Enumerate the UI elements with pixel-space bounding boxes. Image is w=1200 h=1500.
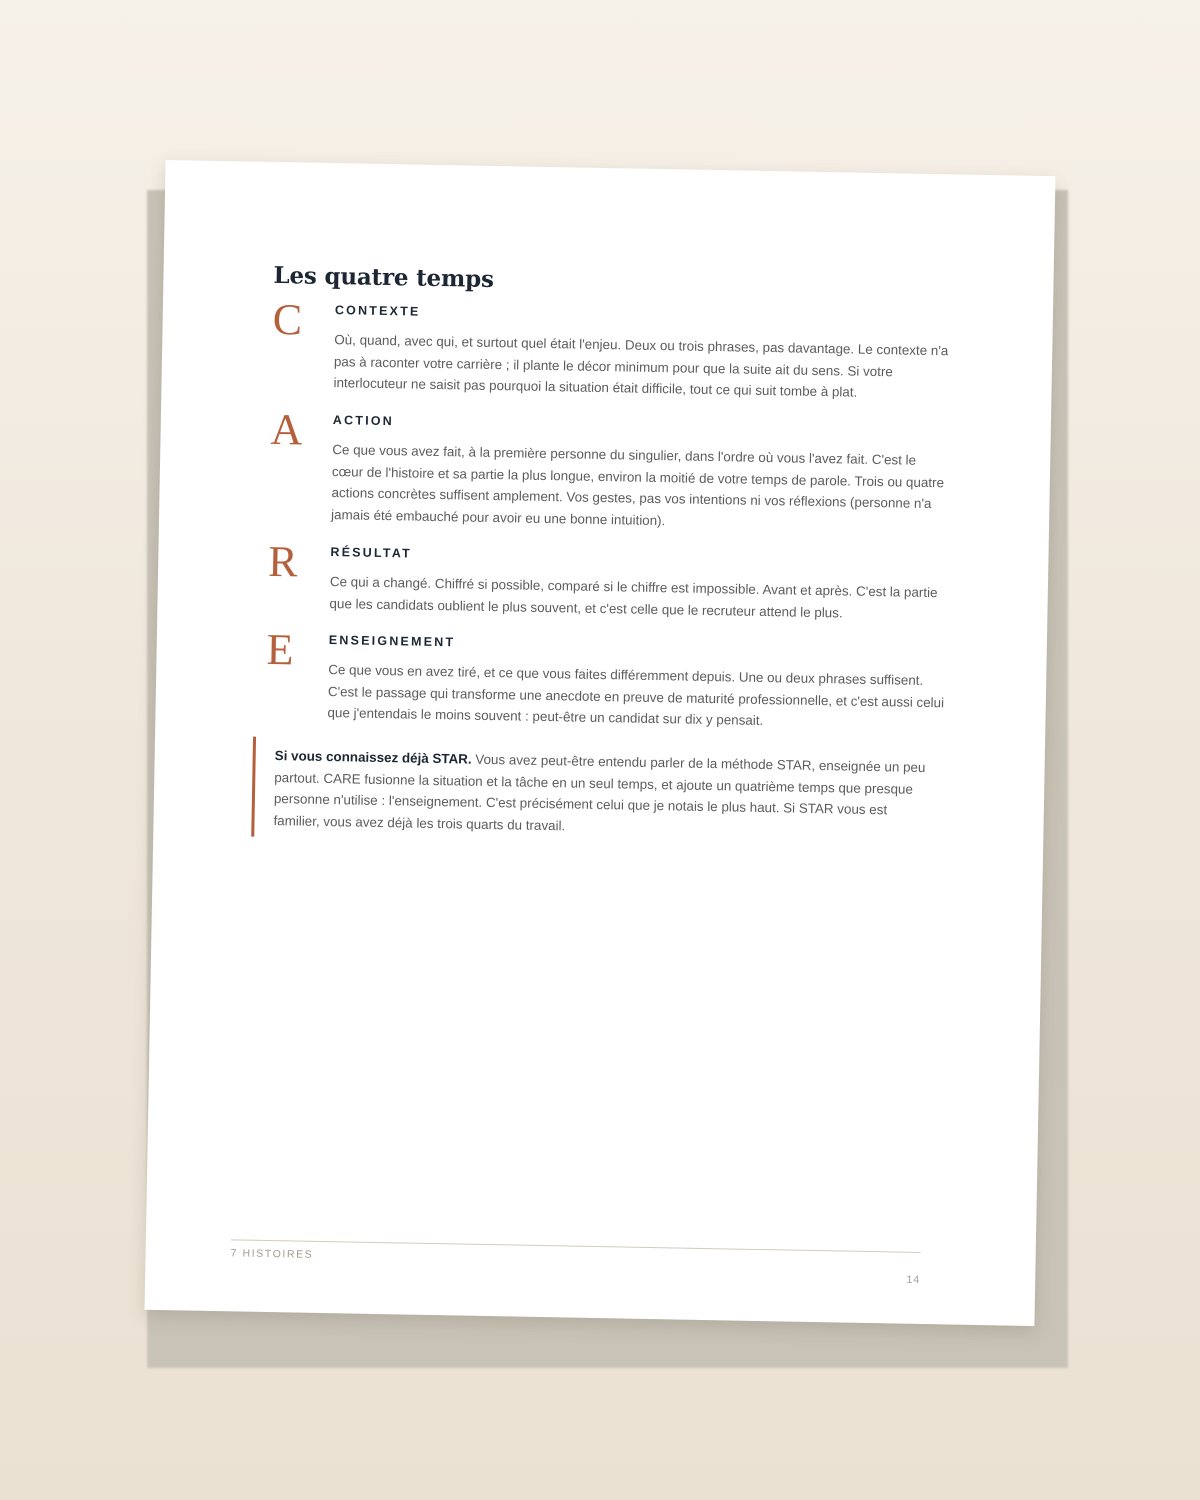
section-heading: RÉSULTAT bbox=[330, 545, 413, 561]
section-body: Ce qui a changé. Chiffré si possible, comparé si le chiffre est impossible. Avant et après. C'est la partie que les candidats oublient le plus souvent, et c'est celle que le recruteur attend le plus. bbox=[329, 574, 938, 620]
section-enseignement bbox=[266, 624, 947, 728]
section-content bbox=[327, 633, 947, 735]
section-resultat bbox=[267, 536, 949, 620]
section-letter-a: A bbox=[270, 404, 303, 455]
section-letter-r: R bbox=[267, 536, 299, 587]
section-heading: ACTION bbox=[332, 413, 395, 429]
section-body: Ce que vous avez fait, à la première personne du singulier, dans l'ordre où vous l'avez fait. C'est le cœur de l'histoire et sa partie la plus longue, environ la moitié de votre temps de parole. Trois ou quatre actions concrètes suffisent amplement. Vos gestes, pas vos intentions ni vos réflexions (personne n'a jamais été embauché pour avoir eu une bonne intuition). bbox=[331, 442, 945, 528]
footer-page-number: 14 bbox=[906, 1273, 921, 1286]
page-title: Les quatre temps bbox=[273, 261, 495, 293]
section-letter-e: E bbox=[266, 624, 294, 675]
section-body: Où, quand, avec qui, et surtout quel était l'enjeu. Deux ou trois phrases, pas davantage. Le contexte n'a pas à raconter votre carrière ; il plante le décor minimum pour que la suite ait du sens. Si votre interlocuteur ne saisit pas pourquoi la situation était difficile, tout ce qui suit tombe à plat. bbox=[333, 332, 949, 400]
section-content bbox=[333, 303, 953, 405]
section-heading: CONTEXTE bbox=[334, 303, 421, 319]
section-contexte bbox=[272, 294, 953, 400]
section-content bbox=[329, 545, 948, 625]
section-body: Ce que vous en avez tiré, et ce que vous faites différemment depuis. Une ou deux phrases suffisent. C'est le passage qui transforme une anecdote en preuve de maturité professionnelle, et c'est aussi celui que j'entendais le moins souvent : peut-être un candidat sur dix y pensait. bbox=[327, 662, 945, 728]
callout-text: Vous avez peut-être entendu parler de la méthode STAR, enseignée un peu partout. CARE fusionne la situation et la tâche en un seul temps, et ajoute un quatrième temps que presque personne n'utilise : l'enseignement. C'est précisément celui que je notais le plus haut. Si STAR vous est familier, vous avez déjà les trois quarts du travail. bbox=[273, 751, 926, 833]
section-action bbox=[270, 404, 951, 528]
footer-divider bbox=[231, 1239, 921, 1253]
document-page bbox=[145, 160, 1056, 1326]
footer-book-title: 7 HISTOIRES bbox=[230, 1247, 314, 1261]
callout-lead: Si vous connaissez déjà STAR. bbox=[274, 748, 472, 767]
section-heading: ENSEIGNEMENT bbox=[328, 633, 456, 650]
section-letter-c: C bbox=[272, 294, 303, 345]
section-content bbox=[331, 413, 951, 536]
star-callout bbox=[251, 737, 933, 849]
